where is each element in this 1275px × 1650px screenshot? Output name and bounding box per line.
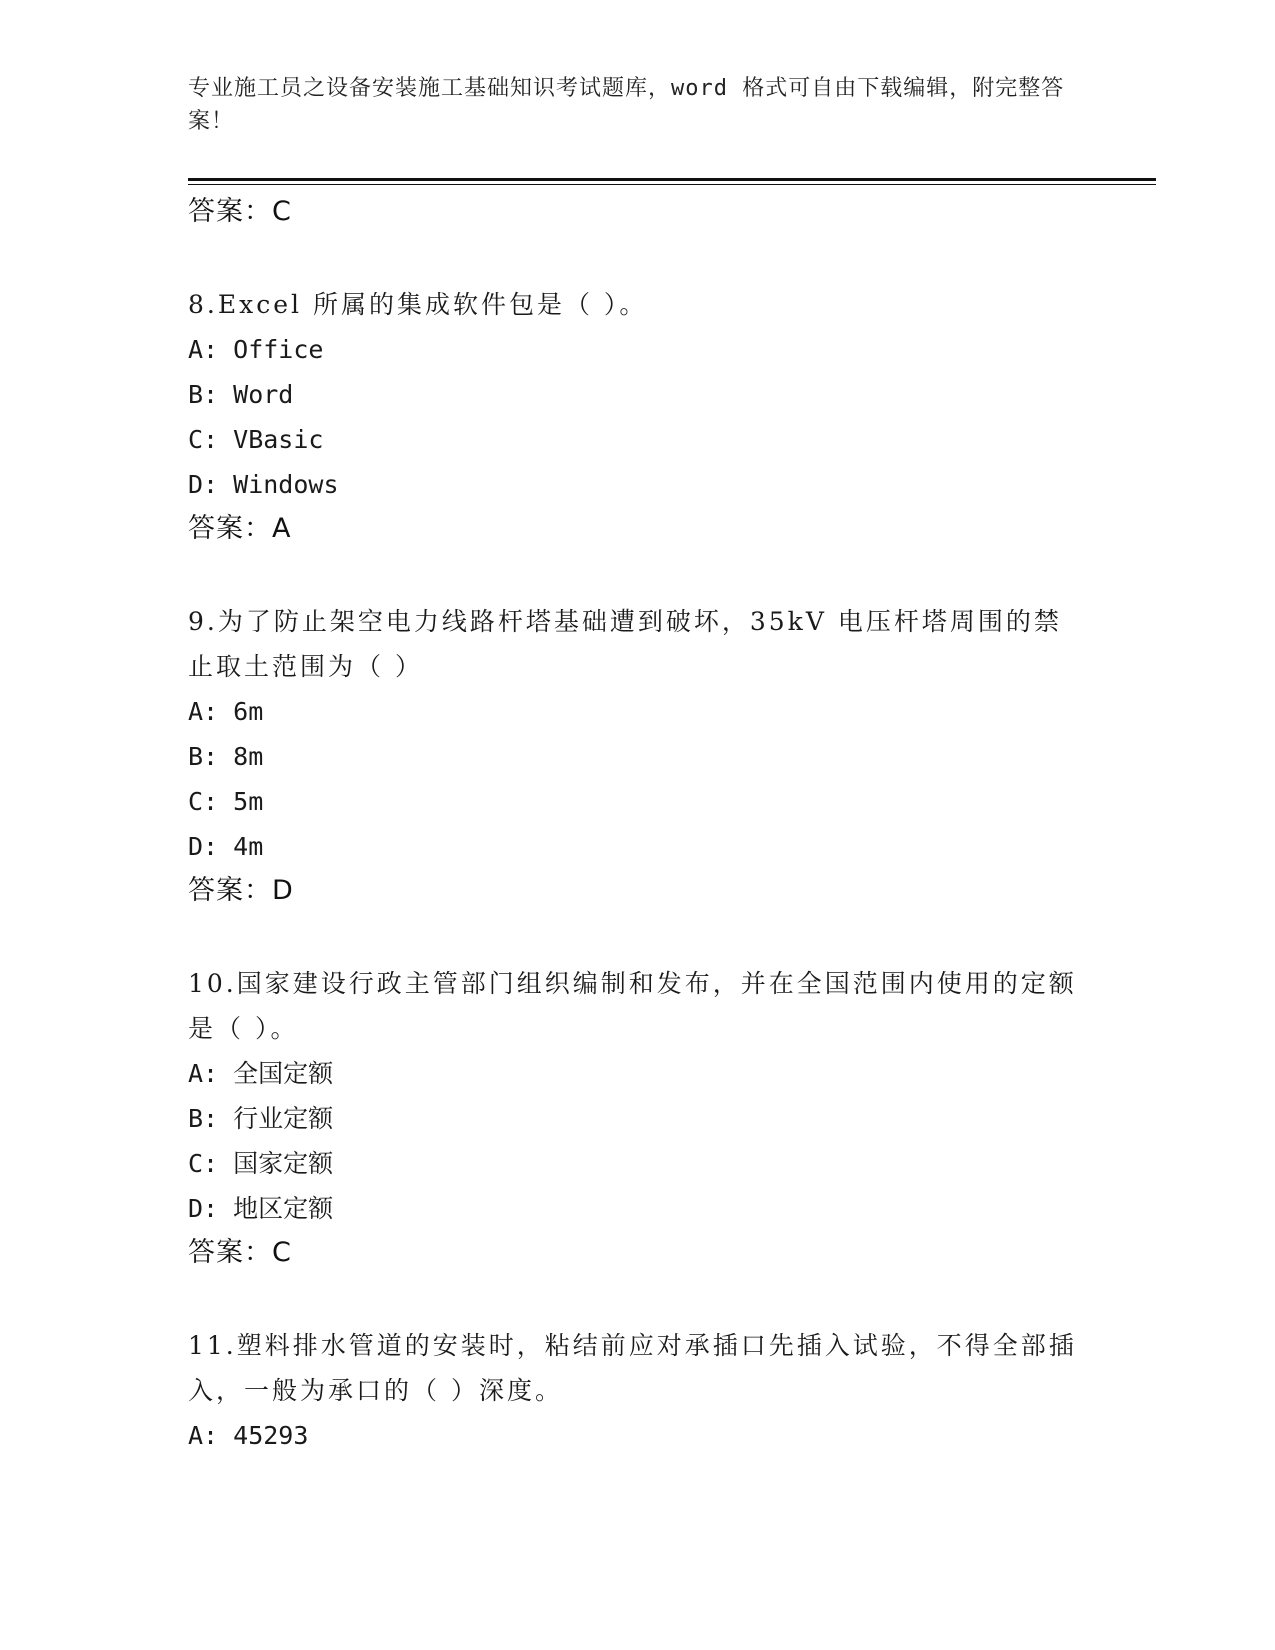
header-divider-thin	[188, 184, 1156, 185]
option-d: D: 4m	[188, 832, 264, 861]
header-divider-thick	[188, 178, 1156, 181]
option-c: C: VBasic	[188, 425, 324, 454]
option-a: A: Office	[188, 335, 324, 364]
question-text: 11.塑料排水管道的安装时，粘结前应对承插口先插入试验，不得全部插入，一般为承口的（ ）深度。	[188, 1331, 1077, 1405]
option-b: B: Word	[188, 380, 294, 409]
option-d: D: Windows	[188, 470, 339, 499]
option-b: B: 行业定额	[188, 1104, 334, 1133]
option-b: B: 8m	[188, 742, 264, 771]
option-c: C: 国家定额	[188, 1149, 334, 1178]
question-text: 10.国家建设行政主管部门组织编制和发布，并在全国范围内使用的定额是（ ）。	[188, 969, 1077, 1043]
option-a: A: 45293	[188, 1421, 309, 1450]
question-text: 9.为了防止架空电力线路杆塔基础遭到破坏，35kV 电压杆塔周围的禁止取土范围为（ ）	[188, 607, 1062, 681]
answer-line: 答案：C	[188, 1237, 292, 1268]
question-list	[188, 190, 1078, 1458]
answer-line: 答案：C	[188, 196, 292, 227]
answer-line: 答案：A	[188, 513, 292, 544]
page-header: 专业施工员之设备安装施工基础知识考试题库，word 格式可自由下载编辑，附完整答案！	[188, 76, 1065, 134]
question-block-10	[188, 961, 1078, 1275]
option-a: A: 全国定额	[188, 1059, 334, 1088]
option-d: D: 地区定额	[188, 1194, 334, 1223]
question-block-11	[188, 1323, 1078, 1458]
answer-line: 答案：D	[188, 875, 294, 906]
option-c: C: 5m	[188, 787, 264, 816]
option-a: A: 6m	[188, 697, 264, 726]
question-text: 8.Excel 所属的集成软件包是（ ）。	[188, 290, 648, 319]
question-block-9	[188, 599, 1078, 913]
question-block-8	[188, 282, 1078, 551]
